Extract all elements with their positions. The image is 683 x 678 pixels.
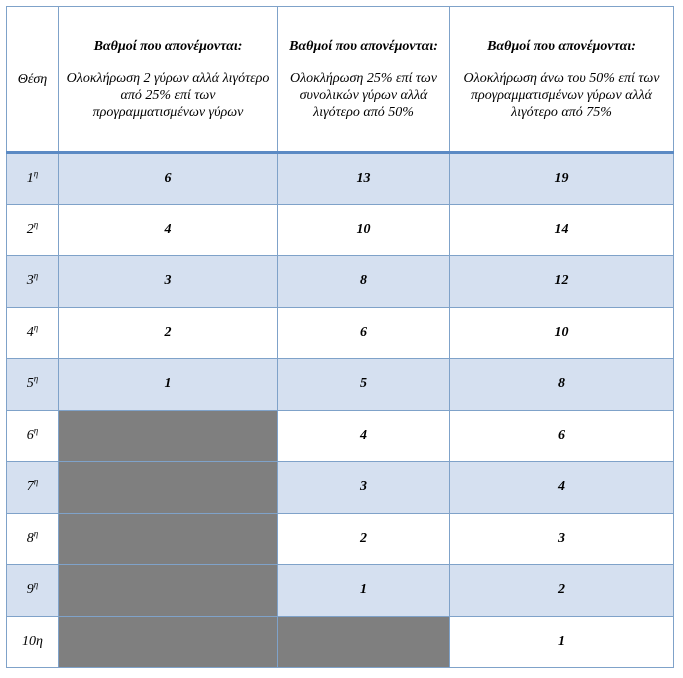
column-header-title: Βαθμοί που απονέμονται:	[93, 38, 243, 54]
points-cell: 3	[278, 462, 450, 514]
points-cell: 3	[450, 513, 674, 565]
position-number: 8	[26, 530, 34, 546]
ordinal-suffix: η	[33, 270, 39, 281]
points-cell: 4	[278, 410, 450, 462]
blank-cell	[278, 616, 450, 668]
blank-cell	[59, 565, 278, 617]
position-number: 5	[26, 376, 34, 392]
table-row	[7, 153, 674, 205]
position-cell	[7, 616, 59, 668]
ordinal-suffix: η	[33, 168, 39, 179]
points-cell: 1	[59, 359, 278, 411]
position-number: 4	[26, 324, 34, 340]
position-cell	[7, 410, 59, 462]
position-number: 3	[26, 273, 34, 289]
position-number: 2	[26, 221, 34, 237]
ordinal-suffix: η	[33, 528, 39, 539]
points-cell: 8	[278, 256, 450, 308]
table-body	[7, 153, 674, 668]
points-cell: 10	[450, 307, 674, 359]
position-number: 10η	[22, 633, 43, 649]
points-cell: 12	[450, 256, 674, 308]
position-number: 1	[26, 170, 34, 186]
blank-cell	[59, 513, 278, 565]
points-cell: 2	[278, 513, 450, 565]
points-cell: 3	[59, 256, 278, 308]
ordinal-suffix: η	[33, 579, 39, 590]
position-cell	[7, 307, 59, 359]
column-header-1	[59, 7, 278, 153]
position-cell	[7, 256, 59, 308]
points-cell: 6	[59, 153, 278, 205]
table-row	[7, 513, 674, 565]
position-cell	[7, 359, 59, 411]
points-cell: 8	[450, 359, 674, 411]
table-row	[7, 204, 674, 256]
header-row	[7, 7, 674, 153]
position-header: Θέση	[7, 7, 59, 153]
table-row	[7, 565, 674, 617]
table-row	[7, 256, 674, 308]
points-cell: 2	[450, 565, 674, 617]
ordinal-suffix: η	[33, 219, 39, 230]
points-cell: 10	[278, 204, 450, 256]
points-cell: 5	[278, 359, 450, 411]
points-cell: 13	[278, 153, 450, 205]
position-number: 6	[26, 427, 34, 443]
table-row	[7, 307, 674, 359]
points-cell: 1	[278, 565, 450, 617]
ordinal-suffix: η	[33, 373, 39, 384]
position-cell	[7, 204, 59, 256]
table-row	[7, 410, 674, 462]
position-cell	[7, 153, 59, 205]
points-cell: 19	[450, 153, 674, 205]
position-number: 7	[26, 479, 34, 495]
table-row	[7, 616, 674, 668]
points-cell: 14	[450, 204, 674, 256]
points-table	[6, 6, 674, 668]
ordinal-suffix: η	[33, 476, 39, 487]
points-cell: 4	[59, 204, 278, 256]
table-row	[7, 359, 674, 411]
points-cell: 1	[450, 616, 674, 668]
table-row	[7, 462, 674, 514]
column-header-description: Ολοκλήρωση 2 γύρων αλλά λιγότερο από 25% επί των προγραμματισμένων γύρων	[66, 70, 270, 120]
position-number: 9	[26, 582, 34, 598]
position-cell	[7, 462, 59, 514]
column-header-title: Βαθμοί που απονέμονται:	[487, 38, 636, 54]
ordinal-suffix: η	[33, 425, 39, 436]
column-header-3	[450, 7, 674, 153]
column-header-title: Βαθμοί που απονέμονται:	[289, 38, 438, 54]
blank-cell	[59, 410, 278, 462]
points-cell: 2	[59, 307, 278, 359]
column-header-2	[278, 7, 450, 153]
points-cell: 6	[450, 410, 674, 462]
blank-cell	[59, 462, 278, 514]
ordinal-suffix: η	[33, 322, 39, 333]
points-cell: 4	[450, 462, 674, 514]
column-header-description: Ολοκλήρωση άνω του 50% επί των προγραμματισμένων γύρων αλλά λιγότερο από 75%	[463, 70, 660, 120]
position-cell	[7, 513, 59, 565]
position-cell	[7, 565, 59, 617]
blank-cell	[59, 616, 278, 668]
points-cell: 6	[278, 307, 450, 359]
column-header-description: Ολοκλήρωση 25% επί των συνολικών γύρων αλλά λιγότερο από 50%	[289, 70, 438, 120]
